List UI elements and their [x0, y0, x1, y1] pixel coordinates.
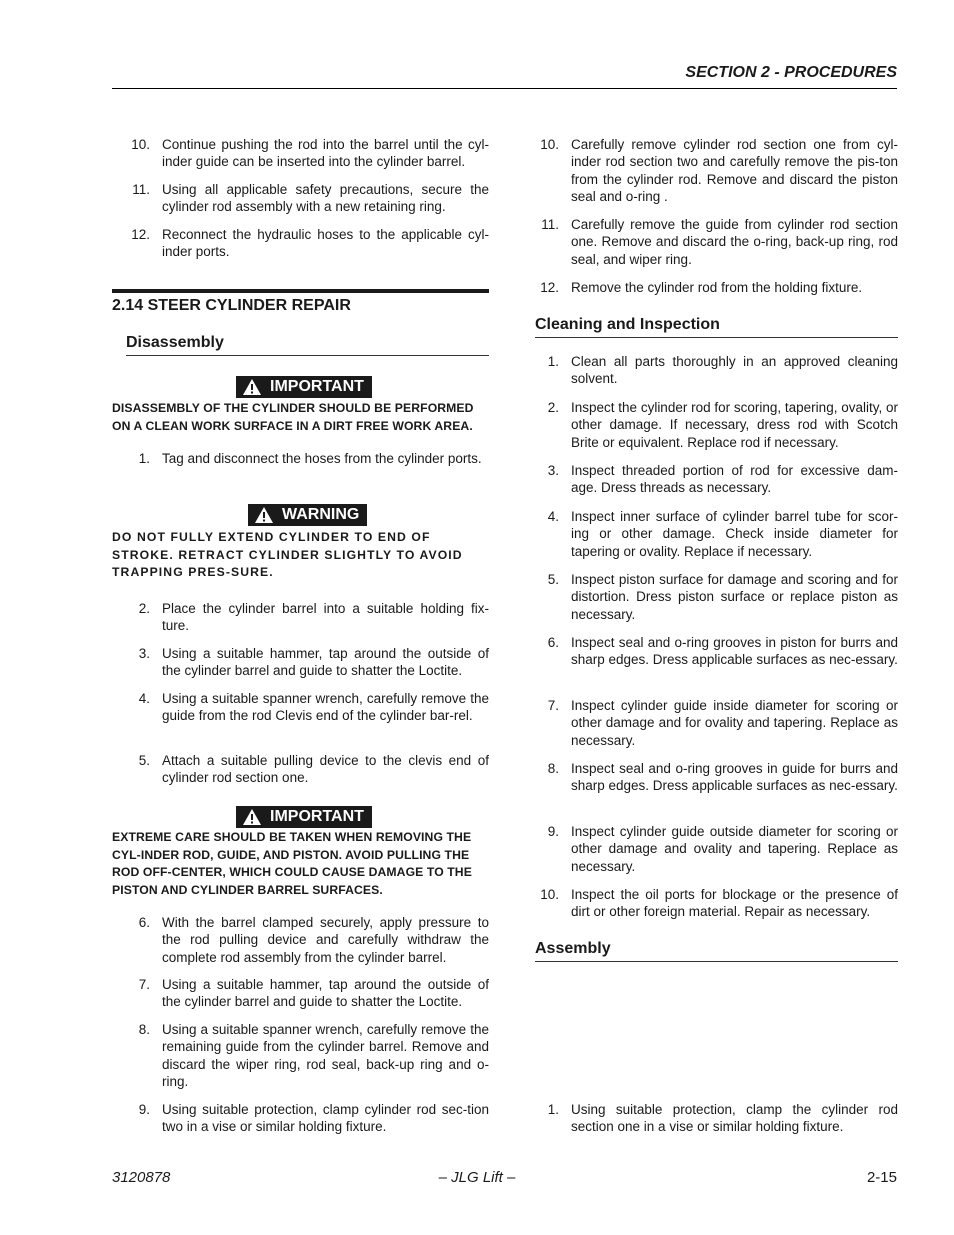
item-text: Remove the cylinder rod from the holding fixture. — [571, 280, 863, 295]
item-number: 10. — [131, 137, 150, 152]
heading-rule — [535, 337, 898, 338]
item-number: 5. — [138, 753, 150, 768]
item-text: Inspect inner surface of cylinder barrel tube for scor-ing or other damage. Check inside diameter for tapering or ovality. Replace if necessary. — [571, 509, 898, 559]
list-item — [112, 645, 489, 680]
list-item — [535, 353, 898, 388]
item-text: With the barrel clamped securely, apply pressure to the rod pulling device and carefully withdraw the complete rod assembly from the cylinder barrel. — [162, 915, 489, 965]
item-number: 1. — [547, 354, 559, 369]
item-number: 6. — [547, 635, 559, 650]
item-number: 10. — [540, 887, 559, 902]
item-number: 3. — [138, 646, 150, 661]
item-text: Inspect threaded portion of rod for excessive dam-age. Dress threads as necessary. — [571, 463, 898, 496]
item-text: Clean all parts thoroughly in an approved cleaning solvent. — [571, 354, 898, 387]
important-badge — [236, 376, 372, 398]
list-item — [112, 752, 489, 787]
disassembly-heading: Disassembly — [126, 334, 224, 351]
item-number: 2. — [547, 400, 559, 415]
item-text: Continue pushing the rod into the barrel until the cyl-inder guide can be inserted into the cylinder barrel. — [162, 137, 489, 170]
badge-label: IMPORTANT — [270, 378, 364, 395]
item-text: Inspect the oil ports for blockage or the presence of dirt or other foreign material. Repair as necessary. — [571, 887, 898, 920]
list-item — [112, 690, 489, 725]
item-number: 9. — [138, 1102, 150, 1117]
list-item — [535, 136, 898, 206]
list-item — [535, 571, 898, 623]
important-notice-text: EXTREME CARE SHOULD BE TAKEN WHEN REMOVING THE CYL-INDER ROD, GUIDE, AND PISTON. AVOID PULLING THE ROD OFF-CENTER, WHICH COULD CAUSE DAMAGE TO THE PISTON AND CYLINDER BARREL SURFACES. — [112, 830, 472, 897]
item-number: 11. — [541, 217, 559, 232]
item-text: Reconnect the hydraulic hoses to the applicable cyl-inder ports. — [162, 227, 489, 260]
item-number: 8. — [547, 761, 559, 776]
list-item — [112, 914, 489, 966]
item-number: 3. — [547, 463, 559, 478]
list-item — [535, 634, 898, 669]
assembly-heading: Assembly — [535, 940, 611, 957]
list-item — [535, 1101, 898, 1136]
item-text: Inspect cylinder guide inside diameter for scoring or other damage and for ovality and tapering. Replace as necessary. — [571, 698, 898, 748]
item-text: Using a suitable spanner wrench, carefully remove the guide from the rod Clevis end of the cylinder bar-rel. — [162, 691, 489, 724]
list-item — [535, 508, 898, 560]
item-number: 12. — [540, 280, 559, 295]
list-item — [535, 216, 898, 268]
footer-page-number: 2-15 — [866, 1169, 897, 1186]
item-number: 1. — [138, 451, 150, 466]
badge-label: IMPORTANT — [270, 808, 364, 825]
list-item — [112, 1021, 489, 1091]
item-text: Carefully remove cylinder rod section one from cyl-inder rod section two and carefully remove the pis-ton from the cylinder rod. Remove and discard the piston seal and o-ring . — [571, 137, 898, 205]
section-rule — [112, 289, 489, 293]
item-text: Inspect the cylinder rod for scoring, tapering, ovality, or other damage. If necessary, dress rod with Scotch Brite or equivalent. Replace rod if necessary. — [571, 400, 898, 450]
list-item — [535, 697, 898, 749]
item-number: 9. — [547, 824, 559, 839]
footer-doc-number: 3120878 — [112, 1169, 171, 1186]
item-number: 4. — [138, 691, 150, 706]
item-text: Carefully remove the guide from cylinder rod section one. Remove and discard the o-ring, back-up ring, rod seal, and wiper ring. — [571, 217, 898, 267]
item-number: 1. — [547, 1102, 559, 1117]
warning-triangle-icon — [254, 506, 274, 524]
badge-label: WARNING — [282, 506, 360, 523]
item-number: 5. — [547, 572, 559, 587]
warning-triangle-icon — [242, 378, 262, 396]
important-notice-text: DISASSEMBLY OF THE CYLINDER SHOULD BE PERFORMED ON A CLEAN WORK SURFACE IN A DIRT FREE WORK AREA. — [112, 401, 474, 433]
footer-publisher: – JLG Lift – — [438, 1169, 516, 1186]
heading-rule — [126, 355, 489, 356]
header-rule — [112, 88, 897, 89]
list-item — [535, 823, 898, 875]
item-number: 12. — [131, 227, 150, 242]
list-item — [112, 136, 489, 171]
item-number: 2. — [138, 601, 150, 616]
list-item — [112, 181, 489, 216]
list-item — [112, 1101, 489, 1136]
page-header-title: SECTION 2 - PROCEDURES — [685, 64, 897, 81]
item-text: Inspect seal and o-ring grooves in guide for burrs and sharp edges. Dress applicable surfaces as nec-essary. — [571, 761, 898, 794]
item-text: Using suitable protection, clamp cylinder rod sec-tion two in a vise or similar holding fixture. — [162, 1102, 489, 1135]
list-item — [535, 399, 898, 451]
list-item — [112, 600, 489, 635]
item-number: 7. — [547, 698, 559, 713]
list-item — [112, 450, 489, 467]
cleaning-heading: Cleaning and Inspection — [535, 316, 720, 333]
item-number: 8. — [138, 1022, 150, 1037]
item-text: Using a suitable hammer, tap around the outside of the cylinder barrel and guide to shatter the Loctite. — [162, 977, 489, 1010]
list-item — [535, 886, 898, 921]
item-text: Tag and disconnect the hoses from the cylinder ports. — [162, 451, 482, 466]
important-badge — [236, 806, 372, 828]
item-number: 10. — [540, 137, 559, 152]
warning-notice-text: DO NOT FULLY EXTEND CYLINDER TO END OF STROKE. RETRACT CYLINDER SLIGHTLY TO AVOID TRAPPING PRES-SURE. — [112, 530, 463, 580]
item-text: Using a suitable spanner wrench, carefully remove the remaining guide from the cylinder barrel. Remove and discard the wiper ring, rod seal, back-up ring and o-ring. — [162, 1022, 489, 1090]
item-text: Attach a suitable pulling device to the clevis end of cylinder rod section one. — [162, 753, 489, 786]
warning-triangle-icon — [242, 808, 262, 826]
item-text: Using suitable protection, clamp the cylinder rod section one in a vise or similar holding fixture. — [571, 1102, 898, 1135]
item-number: 7. — [138, 977, 150, 992]
list-item — [112, 976, 489, 1011]
section-title: 2.14 STEER CYLINDER REPAIR — [112, 297, 351, 314]
item-text: Inspect cylinder guide outside diameter for scoring or other damage and ovality and tapering. Replace as necessary. — [571, 824, 898, 874]
item-number: 4. — [547, 509, 559, 524]
list-item — [535, 760, 898, 795]
item-text: Using all applicable safety precautions, secure the cylinder rod assembly with a new retaining ring. — [162, 182, 489, 215]
list-item — [112, 226, 489, 261]
list-item — [535, 462, 898, 497]
list-item — [535, 279, 898, 296]
item-text: Using a suitable hammer, tap around the outside of the cylinder barrel and guide to shatter the Loctite. — [162, 646, 489, 679]
item-number: 11. — [132, 182, 150, 197]
warning-badge — [248, 504, 367, 526]
heading-rule — [535, 961, 898, 962]
item-text: Inspect seal and o-ring grooves in piston for burrs and sharp edges. Dress applicable surfaces as nec-essary. — [571, 635, 898, 668]
item-number: 6. — [138, 915, 150, 930]
item-text: Place the cylinder barrel into a suitable holding fix-ture. — [162, 601, 489, 634]
item-text: Inspect piston surface for damage and scoring and for distortion. Dress piston surface or replace piston as necessary. — [571, 572, 898, 622]
